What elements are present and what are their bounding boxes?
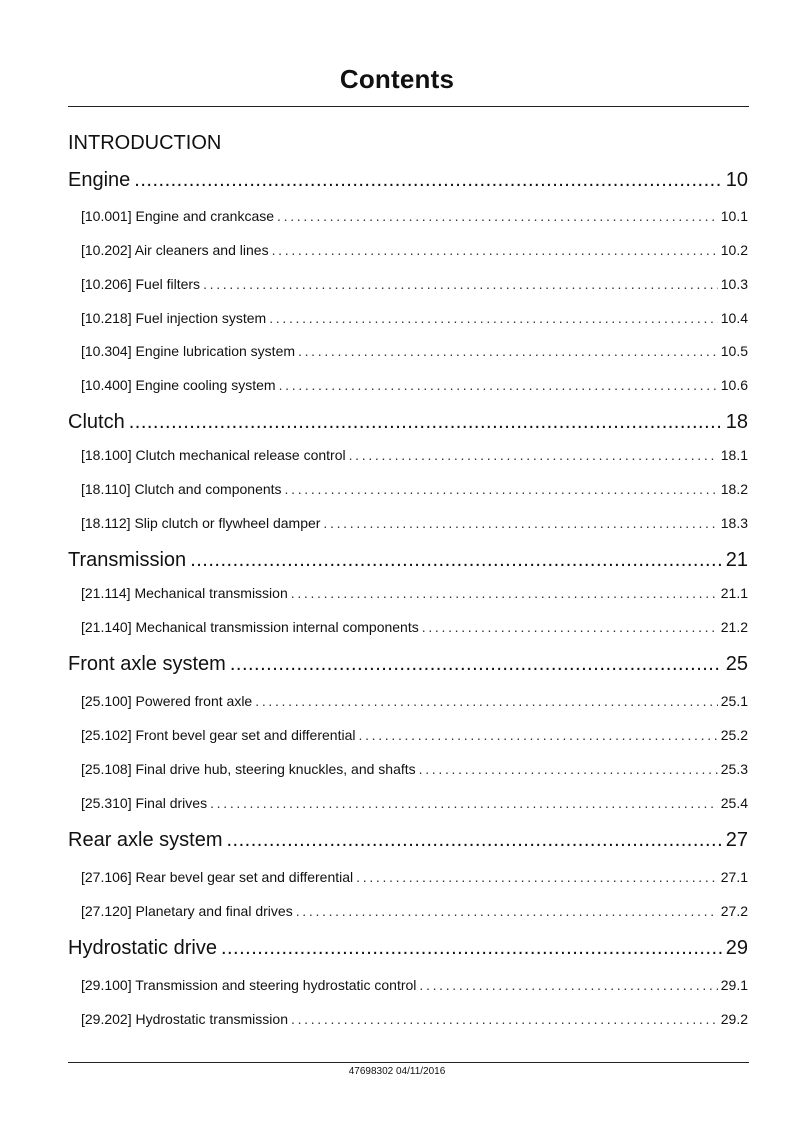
dot-leader [203,276,718,292]
item-page: 18.2 [720,481,748,497]
item-page: 25.4 [720,795,748,811]
toc-item[interactable] [81,619,748,637]
section-page: 27 [725,829,748,851]
item-label: [25.102] Front bevel gear set and differential [81,727,356,743]
footer-doc-number: 47698302 04/11/2016 [348,1066,446,1077]
item-page: 25.3 [720,761,748,777]
item-label: [10.206] Fuel filters [81,276,201,292]
dot-leader [358,727,717,743]
item-label: [18.110] Clutch and components [81,481,282,497]
section-label: Front axle system [68,653,226,675]
toc-item[interactable] [81,727,748,745]
toc-section-hydrostatic-drive[interactable] [68,937,748,961]
toc-item[interactable] [81,1011,748,1029]
item-label: [27.106] Rear bevel gear set and differential [81,869,354,885]
item-page: 18.3 [720,515,748,531]
item-label: [10.304] Engine lubrication system [81,343,296,359]
toc-section-clutch[interactable] [68,411,748,435]
section-label: Transmission [68,549,187,571]
toc-section-front-axle-system[interactable] [68,653,748,677]
section-label: Clutch [68,411,125,433]
toc-item[interactable] [81,515,748,533]
item-label: [10.400] Engine cooling system [81,377,276,393]
item-label: [18.100] Clutch mechanical release control [81,447,346,463]
dot-leader [279,377,718,393]
toc-item[interactable] [81,693,748,711]
item-label: [27.120] Planetary and final drives [81,903,293,919]
toc-item[interactable] [81,585,748,603]
toc-item[interactable] [81,310,748,328]
section-page: 21 [725,549,748,571]
item-page: 10.3 [720,276,748,292]
dot-leader [221,937,722,960]
dot-leader [129,411,722,434]
item-page: 21.2 [720,619,748,635]
toc-item[interactable] [81,276,748,294]
toc-item[interactable] [81,903,748,921]
title-divider [68,106,749,107]
item-label: [25.100] Powered front axle [81,693,253,709]
toc-item[interactable] [81,481,748,499]
dot-leader [323,515,717,531]
item-page: 18.1 [720,447,748,463]
item-label: [29.202] Hydrostatic transmission [81,1011,288,1027]
toc-item[interactable] [81,977,748,995]
toc-item[interactable] [81,377,748,395]
section-page: 10 [725,169,748,191]
section-label: Engine [68,169,131,191]
item-label: [21.114] Mechanical transmission [81,585,288,601]
section-page: 18 [725,411,748,433]
item-page: 10.5 [720,343,748,359]
section-label: Hydrostatic drive [68,937,217,959]
dot-leader [356,869,718,885]
item-label: [25.310] Final drives [81,795,208,811]
dot-leader [272,242,718,258]
toc-item[interactable] [81,447,748,465]
dot-leader [285,481,718,497]
section-page: 25 [725,653,748,675]
toc-section-transmission[interactable] [68,549,748,573]
dot-leader [227,829,722,852]
dot-leader [210,795,718,811]
item-page: 10.1 [720,208,748,224]
toc-item[interactable] [81,795,748,813]
item-label: [25.108] Final drive hub, steering knuckles, and shafts [81,761,416,777]
toc-item[interactable] [81,869,748,887]
item-page: 10.2 [720,242,748,258]
item-label: [29.100] Transmission and steering hydrostatic control [81,977,417,993]
item-page: 21.1 [720,585,748,601]
dot-leader [277,208,718,224]
dot-leader [190,549,722,572]
item-page: 29.1 [720,977,748,993]
dot-leader [296,903,718,919]
item-page: 10.4 [720,310,748,326]
item-page: 25.2 [720,727,748,743]
toc-item[interactable] [81,761,748,779]
footer-divider [68,1062,749,1063]
item-page: 25.1 [720,693,748,709]
section-page: 29 [725,937,748,959]
item-label: [21.140] Mechanical transmission internal components [81,619,419,635]
item-page: 29.2 [720,1011,748,1027]
toc-item[interactable] [81,208,748,226]
toc-section-engine[interactable] [68,169,748,193]
section-label: Rear axle system [68,829,223,851]
page-title: Contents [339,64,455,94]
dot-leader [349,447,718,463]
toc-section-rear-axle-system[interactable] [68,829,748,853]
dot-leader [291,585,718,601]
dot-leader [419,977,717,993]
dot-leader [269,310,718,326]
dot-leader [419,761,718,777]
dot-leader [134,169,721,192]
introduction-heading: INTRODUCTION [68,132,222,154]
dot-leader [255,693,718,709]
item-label: [10.202] Air cleaners and lines [81,242,269,258]
item-page: 27.1 [720,869,748,885]
item-page: 27.2 [720,903,748,919]
dot-leader [230,653,722,676]
toc-item[interactable] [81,242,748,260]
item-label: [18.112] Slip clutch or flywheel damper [81,515,321,531]
dot-leader [422,619,718,635]
toc-item[interactable] [81,343,748,361]
dot-leader [298,343,718,359]
item-label: [10.218] Fuel injection system [81,310,267,326]
item-page: 10.6 [720,377,748,393]
item-label: [10.001] Engine and crankcase [81,208,275,224]
dot-leader [291,1011,718,1027]
